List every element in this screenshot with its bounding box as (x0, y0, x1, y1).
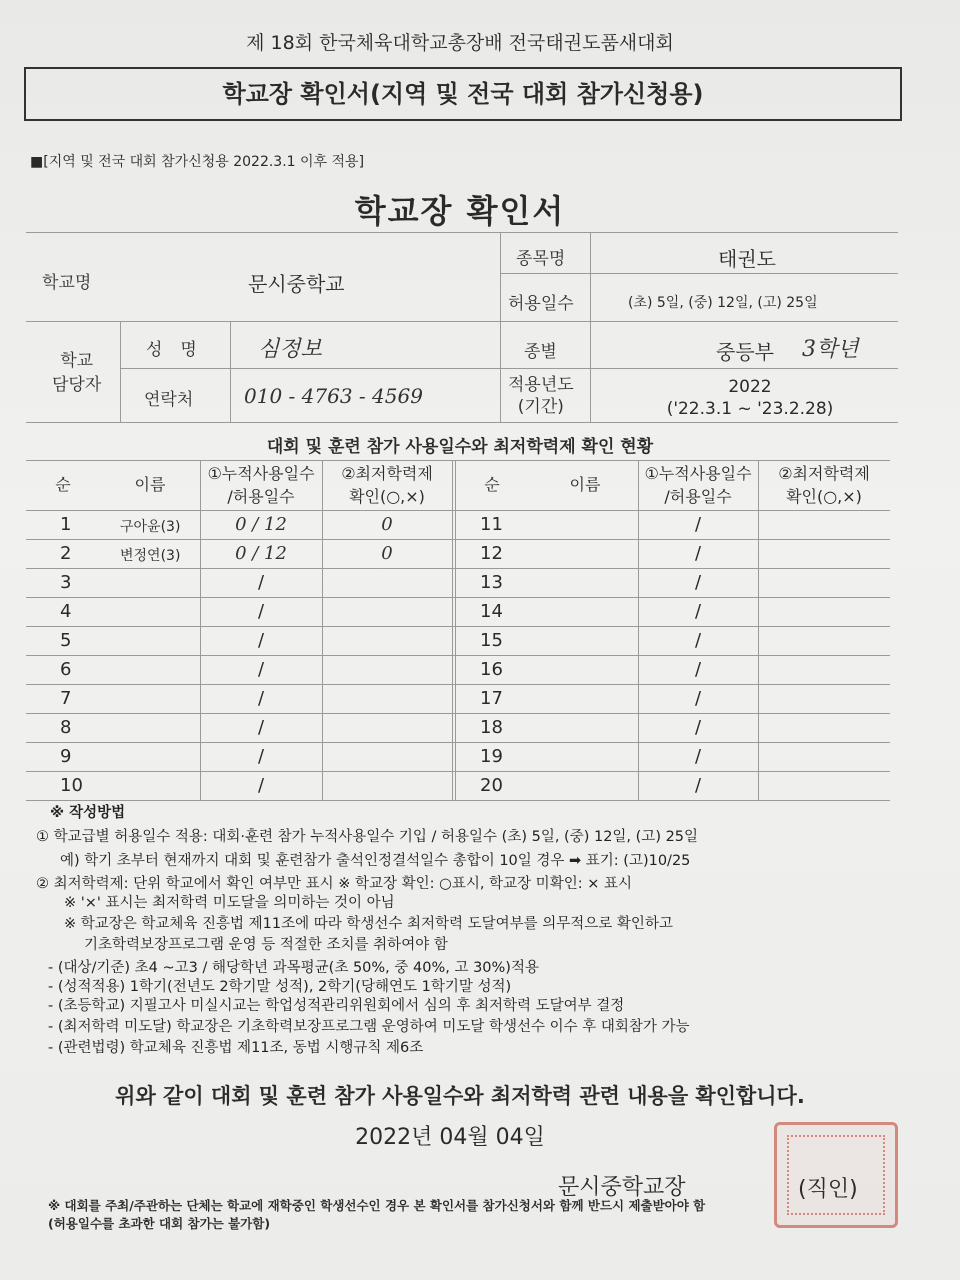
row-number: 11 (480, 514, 503, 535)
school-contact-label (52, 349, 101, 397)
info-table-line (500, 273, 898, 274)
records-row-line (26, 742, 890, 743)
row-number: 10 (60, 775, 83, 796)
row-number: 4 (60, 601, 72, 622)
records-row-line (26, 655, 890, 656)
row-number: 2 (60, 543, 72, 564)
event-type-value: 태권도 (718, 247, 776, 271)
name-label: 성명 (146, 340, 215, 360)
document-title: 학교장 확인서 (354, 192, 566, 230)
instruction-line: ※ 학교장은 학교체육 진흥법 제11조에 따라 학생선수 최저학력 도달여부를 의무적으로 확인하고 (64, 916, 673, 932)
instruction-line: - (최저학력 미도달) 학교장은 기초학력보장프로그램 운영하여 미도달 학생선수 이수 후 대회참가 가능 (48, 1019, 690, 1035)
records-row-line (26, 568, 890, 569)
info-table-divider (500, 233, 501, 422)
records-header-bottom-line (26, 510, 890, 511)
form-title-box (24, 67, 902, 121)
row-number: 13 (480, 572, 503, 593)
header-name-right: 이름 (569, 475, 601, 494)
row-number: 3 (60, 572, 72, 593)
grade-value: 3학년 (802, 337, 859, 362)
row-number: 17 (480, 688, 503, 709)
instruction-line: ① 학교급별 허용일수 적용: 대회·훈련 참가 누적사용일수 기입 / 허용일수 (초) 5일, (중) 12일, (고) 25일 (36, 829, 699, 845)
days-used: / (694, 746, 702, 767)
row-number: 7 (60, 688, 72, 709)
row-number: 5 (60, 630, 72, 651)
notes-title: ※ 작성방법 (50, 805, 126, 821)
info-table-divider (590, 233, 591, 422)
period-label-line: (기간) (517, 397, 564, 417)
instruction-line: - (관련법령) 학교체육 진흥법 제11조, 동법 시행규칙 제6조 (48, 1040, 424, 1056)
min-grade-check: 0 (381, 543, 393, 564)
header-check-right: ②최저학력제 (778, 464, 870, 483)
contact-value: 010 - 4763 - 4569 (244, 384, 423, 408)
days-used: 0 / 12 (235, 543, 287, 564)
manager-name-value: 심정보 (258, 337, 322, 362)
records-center-double-divider (455, 460, 456, 800)
athlete-name: 변정연(3) (120, 548, 181, 564)
min-grade-check: 0 (381, 514, 393, 535)
days-used: / (257, 775, 265, 796)
days-used: / (694, 572, 702, 593)
contact-label: 연락처 (144, 390, 194, 410)
records-row-line (26, 539, 890, 540)
row-number: 8 (60, 717, 72, 738)
records-row-line (26, 597, 890, 598)
form-title: 학교장 확인서(지역 및 전국 대회 참가신청용) (222, 80, 704, 108)
header-check-left: ②최저학력제 (341, 464, 433, 483)
row-number: 1 (60, 514, 72, 535)
period-label-line: 적용년도 (508, 375, 574, 395)
seal-label: (직인) (798, 1177, 858, 1202)
header-check-sub-left: 확인(○,×) (349, 487, 425, 506)
info-table-bottom-border (26, 422, 898, 423)
instruction-line: ※ '×' 표시는 최저학력 미도달을 의미하는 것이 아님 (64, 895, 395, 911)
days-used: / (694, 514, 702, 535)
row-number: 19 (480, 746, 503, 767)
school-contact-label-line: 담당자 (52, 375, 102, 395)
info-table-divider (120, 322, 121, 422)
records-column-divider (758, 460, 759, 800)
days-used: / (257, 601, 265, 622)
applicable-notice: ■[지역 및 전국 대회 참가신청용 2022.3.1 이후 적용] (30, 154, 365, 170)
event-title: 제 18회 한국체육대학교총장배 전국태권도품새대회 (246, 32, 674, 54)
athlete-name: 구아윤(3) (120, 519, 181, 535)
info-table-line (120, 368, 500, 369)
records-row-line (26, 626, 890, 627)
header-days-sub-left: /허용일수 (227, 487, 295, 506)
instruction-line: 예) 학기 초부터 현재까지 대회 및 훈련참가 출석인정결석일수 총합이 10일 경우 ➡ 표기: (고)10/25 (60, 853, 691, 869)
days-used: / (257, 659, 265, 680)
period-range: ('22.3.1 ~ '23.2.28) (666, 399, 834, 419)
header-days-sub-right: /허용일수 (664, 487, 732, 506)
row-number: 16 (480, 659, 503, 680)
info-table-line (26, 321, 898, 322)
row-number: 15 (480, 630, 503, 651)
period-year: 2022 (728, 377, 772, 397)
days-used: / (257, 630, 265, 651)
days-used: / (694, 543, 702, 564)
row-number: 9 (60, 746, 72, 767)
days-used: / (694, 688, 702, 709)
allowed-days-value: (초) 5일, (중) 12일, (고) 25일 (628, 295, 818, 311)
records-row-line (26, 684, 890, 685)
info-table-top-border (26, 232, 898, 233)
event-type-label: 종목명 (516, 249, 566, 269)
info-table-divider (230, 322, 231, 422)
instruction-line: - (성적적용) 1학기(전년도 2학기말 성적), 2학기(당해연도 1학기말 성적) (48, 979, 512, 995)
records-section-title: 대회 및 훈련 참가 사용일수와 최저학력제 확인 현황 (266, 437, 654, 457)
header-no-right: 순 (484, 475, 500, 494)
school-name-value: 문시중학교 (248, 272, 345, 296)
row-number: 12 (480, 543, 503, 564)
row-number: 6 (60, 659, 72, 680)
allowed-days-label: 허용일수 (508, 294, 574, 314)
days-used: / (257, 746, 265, 767)
confirmation-statement: 위와 같이 대회 및 훈련 참가 사용일수와 최저학력 관련 내용을 확인합니다. (115, 1084, 805, 1108)
school-contact-label-line: 학교 (60, 351, 94, 371)
principal-title: 문시중학교장 (558, 1175, 686, 1200)
school-name-label: 학교명 (42, 273, 92, 293)
period-label (508, 374, 574, 418)
header-check-sub-right: 확인(○,×) (786, 487, 862, 506)
days-used: / (694, 717, 702, 738)
records-row-line (26, 713, 890, 714)
records-row-line (26, 771, 890, 772)
header-days-right: ①누적사용일수 (644, 464, 752, 483)
days-used: / (257, 717, 265, 738)
days-used: / (257, 688, 265, 709)
days-used: / (257, 572, 265, 593)
row-number: 14 (480, 601, 503, 622)
info-table-line (500, 368, 898, 369)
period-value (640, 376, 860, 420)
records-row-line (26, 800, 890, 801)
days-used: / (694, 630, 702, 651)
days-used: / (694, 601, 702, 622)
footer-note-line2: (허용일수를 초과한 대회 참가는 불가함) (48, 1216, 271, 1231)
instruction-line: - (초등학교) 지필고사 미실시교는 학업성적관리위원회에서 심의 후 최저학력 도달여부 결정 (48, 998, 625, 1014)
header-name-left: 이름 (134, 475, 166, 494)
instruction-line: 기초학력보장프로그램 운영 등 적절한 조치를 취하여야 함 (84, 937, 448, 953)
footer-note-line1: ※ 대회를 주최/주관하는 단체는 학교에 재학중인 학생선수인 경우 본 확인서를 참가신청서와 함께 반드시 제출받아야 함 (48, 1198, 706, 1213)
row-number: 20 (480, 775, 503, 796)
instruction-line: - (대상/기준) 초4 ~고3 / 해당학년 과목평균(초 50%, 중 40%, 고 30%)적용 (48, 960, 539, 976)
header-no-left: 순 (55, 475, 71, 494)
days-used: / (694, 775, 702, 796)
records-column-divider (452, 460, 453, 800)
records-table-top-border (26, 460, 890, 461)
row-number: 18 (480, 717, 503, 738)
days-used: 0 / 12 (235, 514, 287, 535)
issue-date: 2022년 04월 04일 (355, 1125, 545, 1150)
category-label: 종별 (524, 342, 557, 362)
instruction-line: ② 최저학력제: 단위 학교에서 확인 여부만 표시 ※ 학교장 확인: ○표시, 학교장 미확인: × 표시 (36, 876, 632, 892)
category-value: 중등부 (716, 340, 774, 364)
header-days-left: ①누적사용일수 (207, 464, 315, 483)
days-used: / (694, 659, 702, 680)
records-column-divider (322, 460, 323, 800)
